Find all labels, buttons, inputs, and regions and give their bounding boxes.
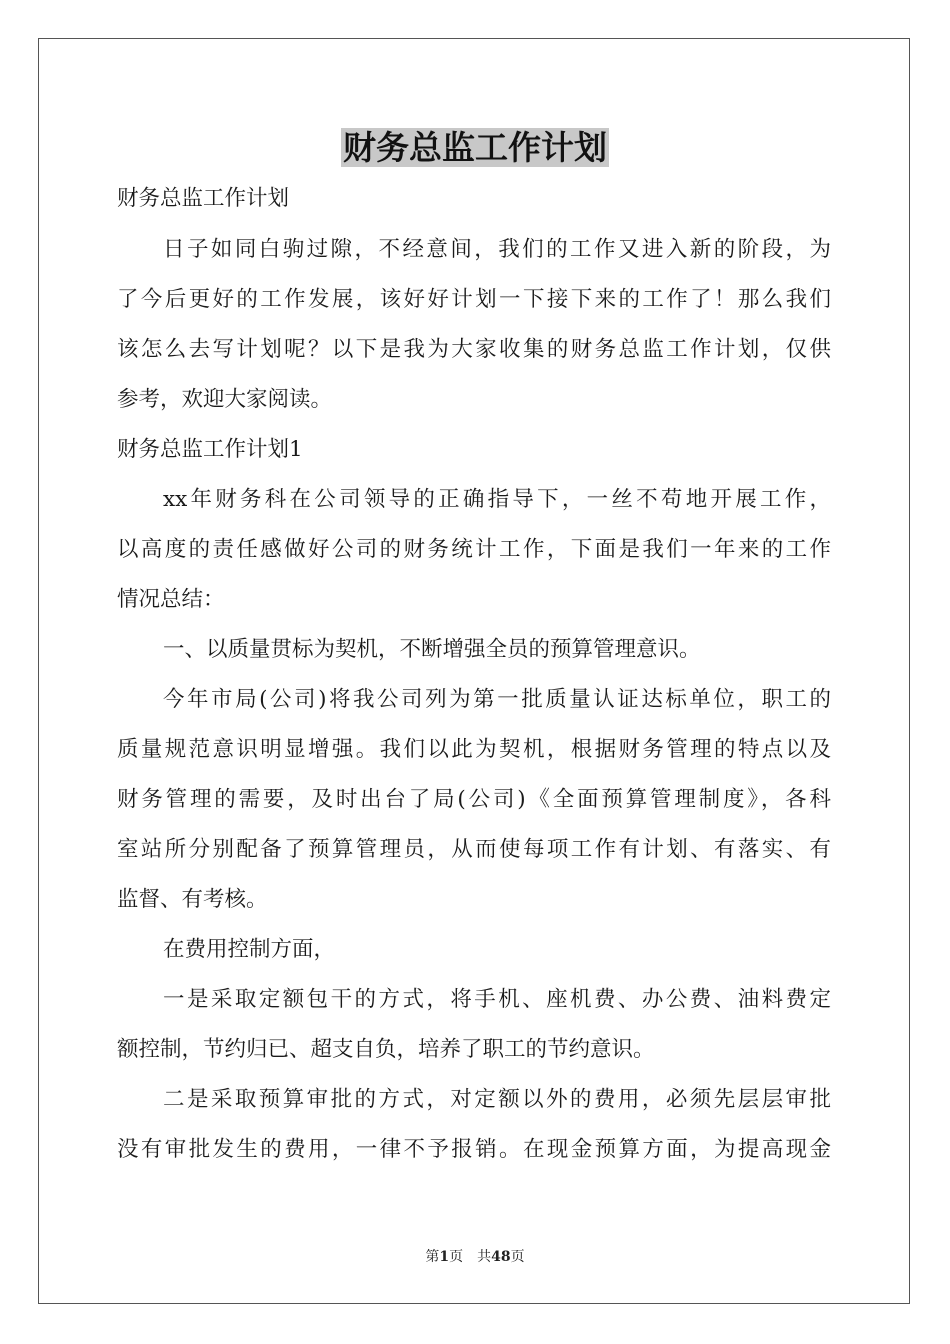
doc-line: 了今后更好的工作发展，该好好计划一下接下来的工作了！那么我们 [117, 287, 831, 312]
doc-line: 该怎么去写计划呢？以下是我为大家收集的财务总监工作计划，仅供 [117, 337, 831, 362]
doc-line: 财务总监工作计划1 [117, 437, 303, 462]
doc-line: 今年市局(公司)将我公司列为第一批质量认证达标单位，职工的 [163, 687, 831, 712]
doc-line: 监督、有考核。 [117, 887, 268, 912]
page-suffix: 页 [510, 1249, 525, 1265]
doc-line: 一是采取定额包干的方式，将手机、座机费、办公费、油料费定 [163, 987, 831, 1012]
doc-line: 财务总监工作计划 [117, 186, 290, 211]
document-title: 财务总监工作计划 [343, 128, 607, 167]
page-footer [0, 1246, 950, 1266]
doc-line: 日子如同白驹过隙，不经意间，我们的工作又进入新的阶段，为 [163, 237, 831, 262]
doc-line: 一、以质量贯标为契机，不断增强全员的预算管理意识。 [163, 637, 701, 662]
doc-line: 室站所分别配备了预算管理员，从而使每项工作有计划、有落实、有 [117, 837, 831, 862]
doc-line: 质量规范意识明显增强。我们以此为契机，根据财务管理的特点以及 [117, 737, 831, 762]
doc-line: 财务管理的需要，及时出台了局(公司)《全面预算管理制度》，各科 [117, 787, 831, 812]
doc-line: 以高度的责任感做好公司的财务统计工作，下面是我们一年来的工作 [117, 537, 831, 562]
doc-line: 在费用控制方面， [163, 937, 336, 962]
page-prefix: 第 [425, 1249, 440, 1265]
doc-line: xx年财务科在公司领导的正确指导下，一丝不苟地开展工作， [163, 487, 831, 512]
page-mid: 页 共 [449, 1249, 492, 1265]
doc-line: 参考，欢迎大家阅读。 [117, 387, 333, 412]
doc-line: 额控制，节约归已、超支自负，培养了职工的节约意识。 [117, 1037, 655, 1062]
page-number: 1 [439, 1249, 450, 1265]
doc-line: 二是采取预算审批的方式，对定额以外的费用，必须先层层审批 [163, 1087, 831, 1112]
doc-line: 情况总结： [117, 587, 225, 612]
page-total: 48 [491, 1249, 511, 1265]
doc-line: 没有审批发生的费用，一律不予报销。在现金预算方面，为提高现金 [117, 1137, 831, 1162]
